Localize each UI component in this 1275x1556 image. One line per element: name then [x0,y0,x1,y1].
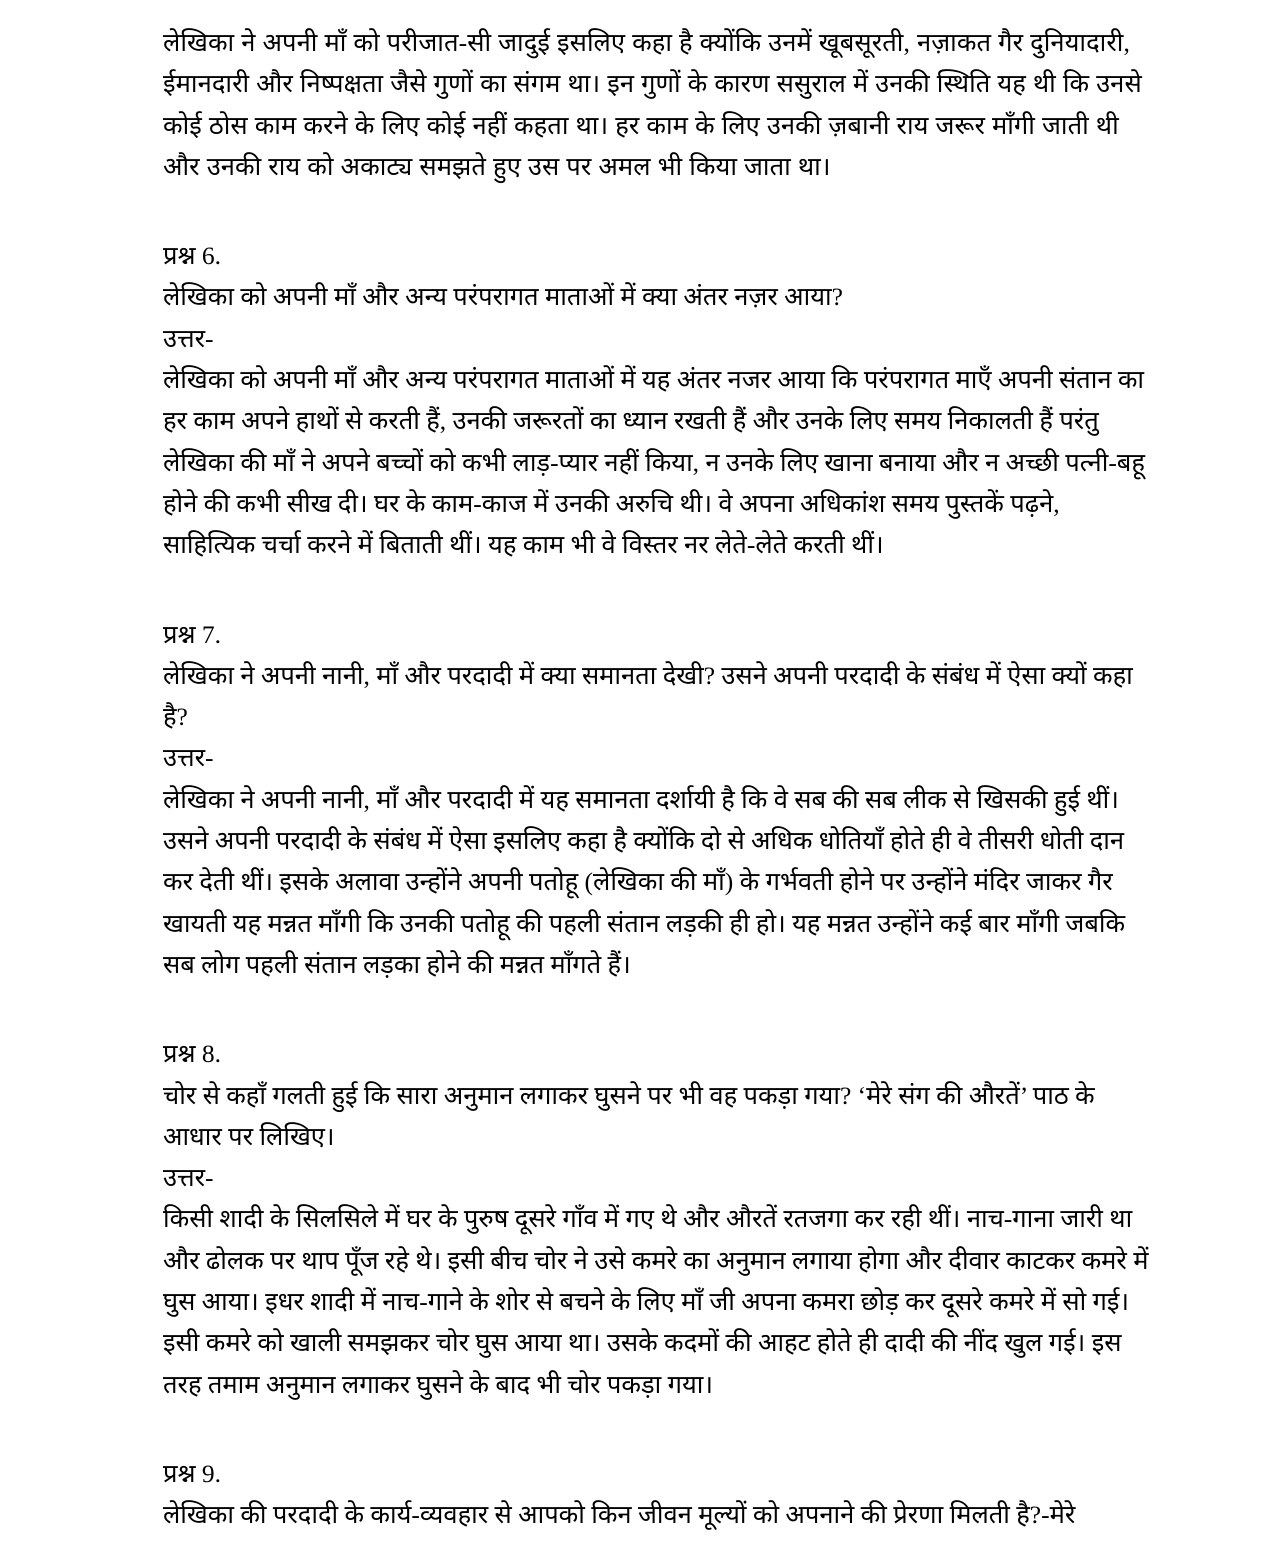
section-spacer [163,1405,1157,1453]
section-spacer [163,566,1157,614]
section-spacer [163,187,1157,235]
answer-label-8: उत्तर- [163,1163,214,1193]
answer-text-8: किसी शादी के सिलसिले में घर के पुरुष दूसरे गाँव में गए थे और औरतें रतजगा कर रही थीं। नाच-गाना जारी था और ढोलक पर थाप पूँज रहे थे। इसी बीच चोर ने उसे कमरे का अनुमान लगाया होगा और दीवार काटकर कमरे में घुस आया। इधर शादी में नाच-गाने के शोर से बचने के लिए माँ जी अपना कमरा छोड़ कर दूसरे कमरे में सो गई। इसी कमरे को खाली समझकर चोर घुस आया था। उसके कदमों की आहट होते ही दादी की नींद खुल गई। इस तरह तमाम अनुमान लगाकर घुसने के बाद भी चोर पकड़ा गया। [163,1204,1149,1399]
question-text-6: लेखिका को अपनी माँ और अन्य परंपरागत माताओं में क्या अंतर नज़र आया? [163,282,843,312]
question-number-9: प्रश्न 9. [163,1458,222,1488]
question-text-7: लेखिका ने अपनी नानी, माँ और परदादी में क्या समानता देखी? उसने अपनी परदादी के संबंध में ऐसा क्यों कहा है? [163,660,1133,732]
answer-text-6: लेखिका को अपनी माँ और अन्य परंपरागत माताओं में यह अंतर नजर आया कि परंपरागत माएँ अपनी संतान का हर काम अपने हाथों से करती हैं, उनकी जरूरतों का ध्यान रखती हैं और उनके लिए समय निकालती हैं परंतु लेखिका की माँ ने अपने बच्चों को कभी लाड़-प्यार नहीं किया, न उनके लिए खाना बनाया और न अच्छी पत्नी-बहू होने की कभी सीख दी। घर के काम-काज में उनकी अरुचि थी। वे अपना अधिकांश समय पुस्तकें पढ़ने, साहित्यिक चर्चा करने में बिताती थीं। यह काम भी वे विस्तर नर लेते-लेते करती थीं। [163,365,1145,560]
question-number-7: प्रश्न 7. [163,619,222,649]
answer-label-6: उत्तर- [163,323,214,353]
question-text-8: चोर से कहाँ गलती हुई कि सारा अनुमान लगाकर घुसने पर भी वह पकड़ा गया? ‘मेरे संग की औरतें’ पाठ के आधार पर लिखिए। [163,1080,1095,1151]
question-number-6: प्रश्न 6. [163,241,222,271]
intro-answer-paragraph: लेखिका ने अपनी माँ को परीजात-सी जादुई इसलिए कहा है क्योंकि उनमें खूबसूरती, नज़ाकत गैर दुनियादारी, ईमानदारी और निष्पक्षता जैसे गुणों का संगम था। इन गुणों के कारण ससुराल में उनकी स्थिति यह थी कि उनसे कोई ठोस काम करने के लिए कोई नहीं कहता था। हर काम के लिए उनकी ज़बानी राय जरूर माँगी जाती थी और उनकी राय को अकाट्य समझते हुए उस पर अमल भी किया जाता था। [163,28,1142,181]
section-spacer [163,985,1157,1033]
question-text-9: लेखिका की परदादी के कार्य-व्यवहार से आपको किन जीवन मूल्यों को अपनाने की प्रेरणा मिलती है?-मेरे [163,1500,1076,1530]
answer-text-7: लेखिका ने अपनी नानी, माँ और परदादी में यह समानता दर्शायी है कि वे सब की सब लीक से खिसकी हुई थीं। उसने अपनी परदादी के संबंध में ऐसा इसलिए कहा है क्योंकि दो से अधिक धोतियाँ होते ही वे तीसरी धोती दान कर देती थीं। इसके अलावा उन्होंने अपनी पतोहू (लेखिका की माँ) के गर्भवती होने पर उन्होंने मंदिर जाकर गैर खायती यह मन्नत माँगी कि उनकी पतोहू की पहली संतान लड़की ही हो। यह मन्नत उन्होंने कई बार माँगी जबकि सब लोग पहली संतान लड़का होने की मन्नत माँगते हैं। [163,784,1126,979]
question-number-8: प्रश्न 8. [163,1039,222,1069]
answer-label-7: उत्तर- [163,743,214,773]
